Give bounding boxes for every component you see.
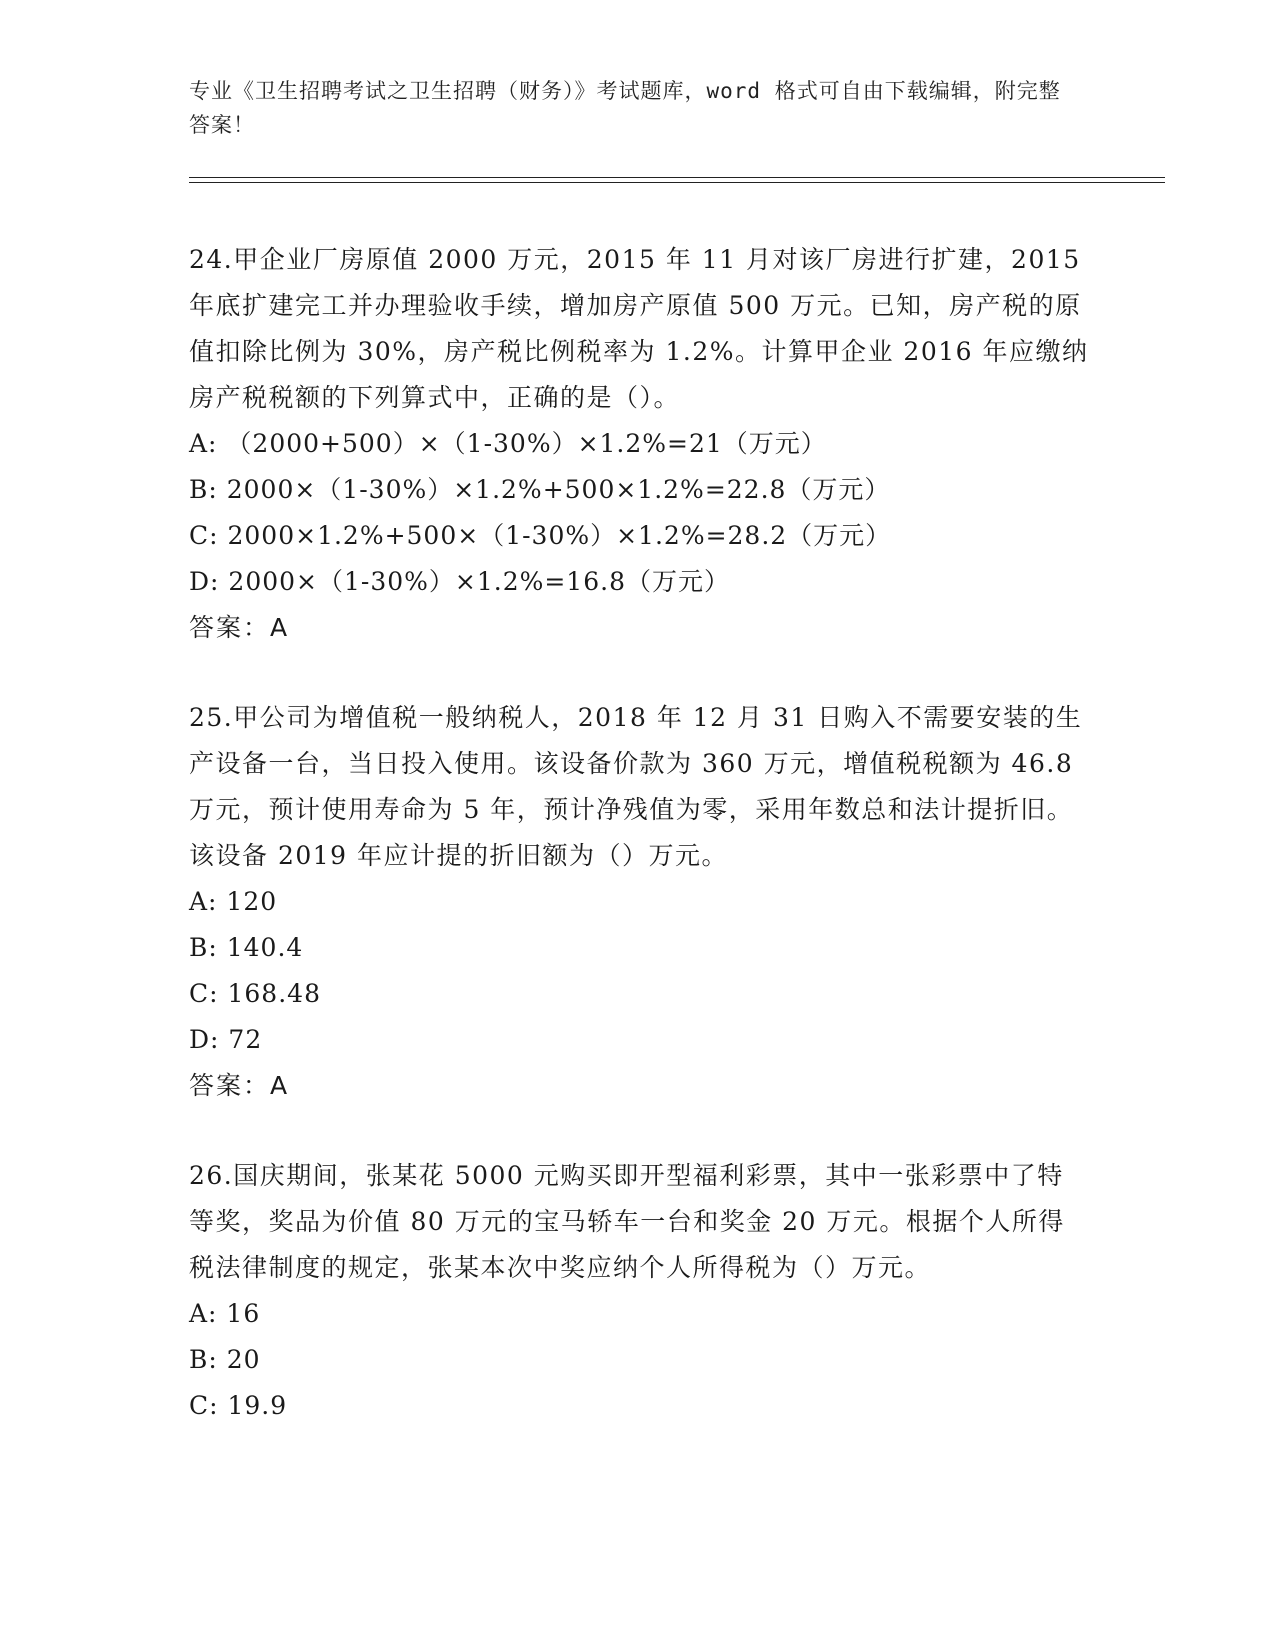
option-d: D: 2000×（1-30%）×1.2%=16.8（万元）	[189, 567, 730, 596]
option-b: B: 2000×（1-30%）×1.2%+500×1.2%=22.8（万元）	[189, 475, 891, 504]
option-b: B: 140.4	[189, 933, 304, 962]
question-25	[189, 695, 1089, 1109]
question-stem: 24.甲企业厂房原值 2000 万元，2015 年 11 月对该厂房进行扩建，2015 年底扩建完工并办理验收手续，增加房产原值 500 万元。已知，房产税的原值扣除比例为 30%，房产税比例税率为 1.2%。计算甲企业 2016 年应缴纳房产税税额的下列算式中，正确的是（）。	[189, 245, 1089, 412]
question-list	[189, 237, 1089, 1473]
option-a: A: 16	[189, 1299, 261, 1328]
header-divider-bottom	[189, 182, 1165, 183]
option-a: A: （2000+500）×（1-30%）×1.2%=21（万元）	[189, 429, 827, 458]
option-c: C: 2000×1.2%+500×（1-30%）×1.2%=28.2（万元）	[189, 521, 892, 550]
option-d: D: 72	[189, 1025, 263, 1054]
document-header: 专业《卫生招聘考试之卫生招聘（财务）》考试题库，word 格式可自由下载编辑，附完整答案！	[189, 79, 1061, 137]
question-stem: 25.甲公司为增值税一般纳税人，2018 年 12 月 31 日购入不需要安装的生产设备一台，当日投入使用。该设备价款为 360 万元，增值税税额为 46.8 万元，预计使用寿命为 5 年，预计净残值为零，采用年数总和法计提折旧。该设备 2019 年应计提的折旧额为（）万元。	[189, 703, 1083, 870]
option-c: C: 168.48	[189, 979, 321, 1008]
option-b: B: 20	[189, 1345, 261, 1374]
header-divider-top	[189, 177, 1165, 178]
question-24	[189, 237, 1089, 651]
answer-line: 答案：A	[189, 1071, 290, 1100]
option-a: A: 120	[189, 887, 278, 916]
option-c: C: 19.9	[189, 1391, 288, 1420]
question-26	[189, 1153, 1089, 1429]
question-stem: 26.国庆期间，张某花 5000 元购买即开型福利彩票，其中一张彩票中了特等奖，奖品为价值 80 万元的宝马轿车一台和奖金 20 万元。根据个人所得税法律制度的规定，张某本次中奖应纳个人所得税为（）万元。	[189, 1161, 1065, 1282]
answer-line: 答案：A	[189, 613, 290, 642]
